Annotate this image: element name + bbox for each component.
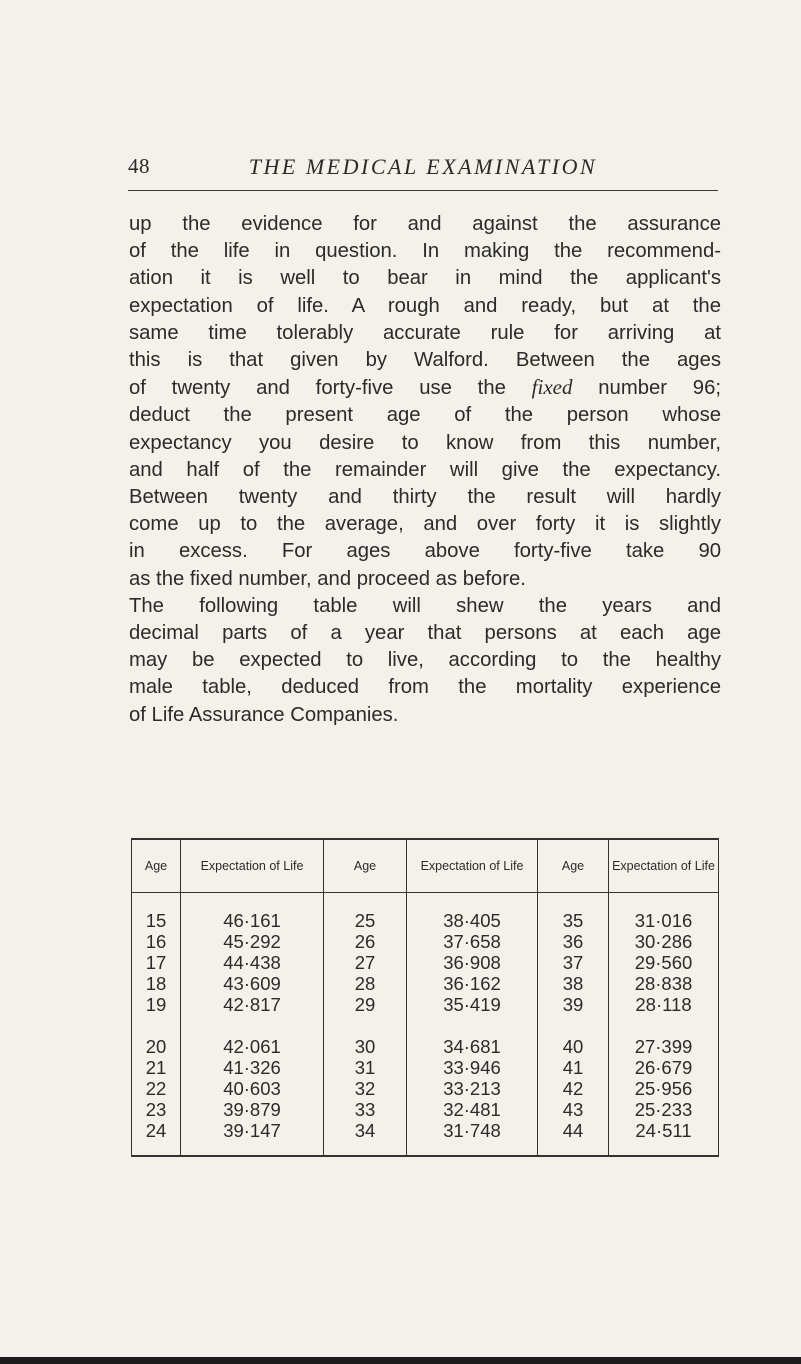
expectation-cell: 33·213	[407, 1078, 538, 1099]
expectation-cell: 32·481	[407, 1099, 538, 1120]
table-row	[132, 893, 719, 932]
body-text	[129, 211, 721, 729]
text-line: expectancy you desire to know from this number,	[129, 431, 721, 454]
text-line: same time tolerably accurate rule for arriving at	[129, 321, 721, 344]
expectation-cell: 24·511	[609, 1120, 719, 1156]
table-row	[132, 1099, 719, 1120]
age-cell: 26	[324, 931, 407, 952]
table-row	[132, 994, 719, 1015]
expectation-cell: 29·560	[609, 952, 719, 973]
age-cell: 41	[538, 1057, 609, 1078]
expectation-cell: 36·162	[407, 973, 538, 994]
expectation-cell: 37·658	[407, 931, 538, 952]
age-cell: 18	[145, 973, 167, 994]
running-header	[128, 150, 718, 191]
age-cell: 44	[538, 1120, 609, 1156]
expectation-cell: 27·399	[609, 1015, 719, 1057]
age-cell: 38	[538, 973, 609, 994]
expectation-cell: 42·817	[181, 994, 324, 1015]
age-cell: 16	[145, 931, 167, 952]
text-line: The following table will shew the years and	[129, 594, 721, 617]
expectation-cell: 42·061	[181, 1015, 324, 1057]
col-header-expectation: Expectation of Life	[181, 839, 324, 893]
expectation-cell: 30·286	[609, 931, 719, 952]
age-cell: 24	[145, 1120, 167, 1141]
expectation-cell: 35·419	[407, 994, 538, 1015]
age-cell: 15	[145, 910, 167, 931]
text-line: expectation of life. A rough and ready, but at the	[129, 294, 721, 317]
age-cell: 20	[145, 1036, 167, 1057]
expectation-cell: 45·292	[181, 931, 324, 952]
text-line: in excess. For ages above forty-five take 90	[129, 540, 721, 563]
running-title: THE MEDICAL EXAMINATION	[248, 154, 598, 179]
expectation-cell: 26·679	[609, 1057, 719, 1078]
age-cell: 21	[145, 1057, 167, 1078]
age-cell: 22	[145, 1078, 167, 1099]
age-cell: 33	[324, 1099, 407, 1120]
table-row	[132, 1120, 719, 1156]
text-line: male table, deduced from the mortality experience	[129, 676, 721, 699]
expectation-cell: 33·946	[407, 1057, 538, 1078]
col-header-expectation: Expectation of Life	[407, 839, 538, 893]
col-header-age: Age	[324, 839, 407, 893]
text-line: may be expected to live, according to the healthy	[129, 649, 721, 672]
expectation-cell: 39·147	[181, 1120, 324, 1156]
age-cell: 36	[538, 931, 609, 952]
bottom-border	[0, 1357, 801, 1364]
expectation-cell: 34·681	[407, 1015, 538, 1057]
text-fragment: number 96;	[598, 377, 721, 400]
expectation-cell: 39·879	[181, 1099, 324, 1120]
text-line: Between twenty and thirty the result will hardly	[129, 486, 721, 509]
text-line: deduct the present age of the person whose	[129, 404, 721, 427]
expectation-cell: 31·016	[609, 893, 719, 932]
text-line-fixed	[129, 374, 721, 402]
table-row	[132, 1015, 719, 1057]
age-cell: 40	[538, 1015, 609, 1057]
age-cell: 42	[538, 1078, 609, 1099]
text-line: and half of the remainder will give the expectancy.	[129, 458, 721, 481]
text-line: come up to the average, and over forty it is slightly	[129, 513, 721, 536]
age-cell: 29	[324, 994, 407, 1015]
expectation-cell: 25·956	[609, 1078, 719, 1099]
expectation-cell: 36·908	[407, 952, 538, 973]
age-cell: 25	[324, 893, 407, 932]
expectation-cell: 44·438	[181, 952, 324, 973]
table-row	[132, 1078, 719, 1099]
expectation-cell: 41·326	[181, 1057, 324, 1078]
age-cell: 27	[324, 952, 407, 973]
table-row	[132, 973, 719, 994]
text-line: this is that given by Walford. Between the ages	[129, 349, 721, 372]
age-cell: 39	[538, 994, 609, 1015]
col-header-age: Age	[538, 839, 609, 893]
age-cell: 17	[145, 952, 167, 973]
expectation-cell: 28·118	[609, 994, 719, 1015]
expectation-cell: 46·161	[181, 893, 324, 932]
expectation-cell: 38·405	[407, 893, 538, 932]
table-row	[132, 931, 719, 952]
age-cell: 34	[324, 1120, 407, 1156]
page-number: 48	[128, 154, 150, 178]
age-cell: 23	[145, 1099, 167, 1120]
age-cell: 19	[145, 994, 167, 1015]
text-line: of the life in question. In making the recommend-	[129, 240, 721, 263]
age-cell: 37	[538, 952, 609, 973]
expectation-cell: 43·609	[181, 973, 324, 994]
table-row	[132, 952, 719, 973]
age-cell: 43	[538, 1099, 609, 1120]
italic-fixed: fixed	[531, 375, 573, 400]
table-body	[132, 893, 719, 1157]
age-cell: 28	[324, 973, 407, 994]
text-line: of Life Assurance Companies.	[129, 703, 399, 726]
expectation-cell: 28·838	[609, 973, 719, 994]
expectation-cell: 31·748	[407, 1120, 538, 1156]
age-cell: 31	[324, 1057, 407, 1078]
text-line: ation it is well to bear in mind the applicant's	[129, 267, 721, 290]
table-row	[132, 1057, 719, 1078]
age-cell: 35	[538, 893, 609, 932]
text-fragment: of twenty and forty-five use the	[129, 377, 506, 400]
col-header-age: Age	[132, 839, 181, 893]
expectation-cell: 25·233	[609, 1099, 719, 1120]
text-line: up the evidence for and against the assurance	[129, 213, 721, 235]
age-cell: 32	[324, 1078, 407, 1099]
age-cell: 30	[324, 1015, 407, 1057]
table-header-row	[132, 839, 719, 893]
expectation-table	[131, 838, 719, 1157]
text-line: decimal parts of a year that persons at each age	[129, 622, 721, 645]
text-line: as the fixed number, and proceed as before.	[129, 567, 526, 590]
col-header-expectation: Expectation of Life	[609, 839, 719, 893]
expectation-cell: 40·603	[181, 1078, 324, 1099]
